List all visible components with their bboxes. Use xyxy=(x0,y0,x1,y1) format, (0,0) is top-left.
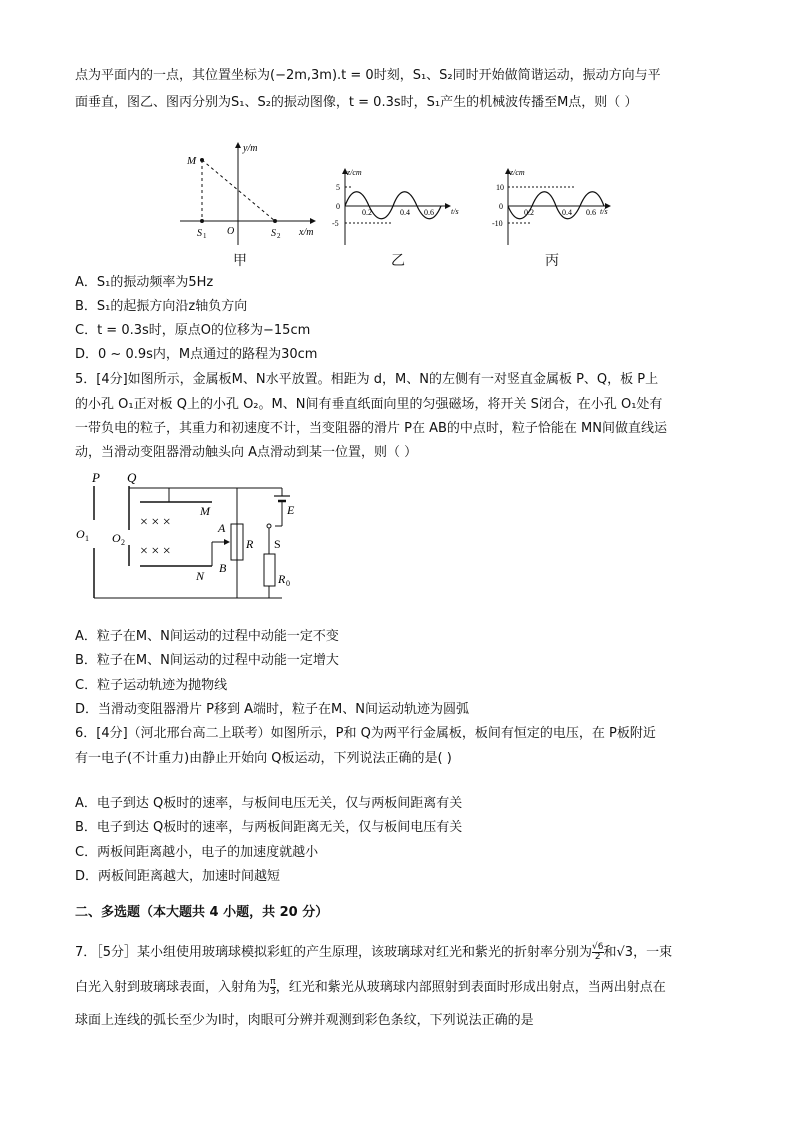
magnetic-field-cross-row1: × × × xyxy=(140,515,171,530)
q4-option-a: A．S₁的振动频率为5Hz xyxy=(75,275,214,290)
figure-caption-bing: 丙 xyxy=(545,253,559,269)
figure-yi xyxy=(330,165,490,250)
q4-stem-line1: 点为平面内的一点，其位置坐标为(−2m,3m).t = 0时刻，S₁、S₂同时开始做简谐运动，振动方向与平 xyxy=(75,68,661,83)
q4-option-d: D．0 ~ 0.9s内，M点通过的路程为30cm xyxy=(75,347,318,362)
label-B: B xyxy=(219,561,227,575)
q5-option-d: D．当滑动变阻器滑片 P移到 A端时，粒子在M、N间运动轨迹为圆弧 xyxy=(75,702,469,717)
label-M: M xyxy=(187,155,197,167)
q6-option-a: A．电子到达 Q板时的速率，与板间电压无关，仅与两板间距离有关 xyxy=(75,796,463,811)
q4-stem-line2: 面垂直，图乙、图丙分别为S₁、S₂的振动图像，t = 0.3s时，S₁产生的机械波传播至M点，则（ ） xyxy=(75,95,638,110)
yi-tick-neg5: -5 xyxy=(332,219,339,228)
q6-option-d: D．两板间距离越大，加速时间越短 xyxy=(75,869,281,884)
label-Q: Q xyxy=(127,470,137,485)
q5-option-b: B．粒子在M、N间运动的过程中动能一定增大 xyxy=(75,653,339,668)
q4-option-c: C．t = 0.3s时，原点O的位移为−15cm xyxy=(75,323,311,338)
label-R: R xyxy=(246,537,254,551)
origin-label: O xyxy=(227,226,235,237)
bing-tick-10: 10 xyxy=(496,183,504,192)
figure-bing xyxy=(490,165,650,250)
q6-stem-line1: 6．[4分]（河北邢台高二上联考）如图所示，P和 Q为两平行金属板，板间有恒定的电压，在 P板附近 xyxy=(75,726,656,741)
label-S1-sub: 1 xyxy=(203,232,207,240)
bing-tick-02: 0.2 xyxy=(524,208,534,217)
yi-tick-04: 0.4 xyxy=(400,208,410,217)
label-O1: O xyxy=(76,527,85,541)
yi-tick-5: 5 xyxy=(336,183,340,192)
label-R0: R xyxy=(278,572,286,586)
figure-caption-yi: 乙 xyxy=(391,253,405,269)
label-S: S xyxy=(274,537,281,551)
yi-tick-02: 0.2 xyxy=(362,208,372,217)
q6-stem-line2: 有一电子(不计重力)由静止开始向 Q板运动，下列说法正确的是( ) xyxy=(75,751,452,766)
yi-tick-0: 0 xyxy=(336,202,340,211)
figure-caption-jia: 甲 xyxy=(233,253,247,269)
label-O1-sub: 1 xyxy=(85,534,89,543)
q5-option-a: A．粒子在M、N间运动的过程中动能一定不变 xyxy=(75,629,339,644)
bing-y-label: z/cm xyxy=(510,168,525,177)
magnetic-field-cross-row2: × × × xyxy=(140,544,171,559)
fraction-sqrt6-over-2: $\frac{√6}{2}$ xyxy=(592,942,604,962)
yi-y-label: z/cm xyxy=(347,168,362,177)
q5-option-c: C．粒子运动轨迹为抛物线 xyxy=(75,678,228,693)
q7-line2-b: ，红光和紫光从玻璃球内部照射到表面时形成出射点，当两出射点在 xyxy=(275,980,666,995)
q7-stem-line3: 球面上连线的弧长至少为l时，肉眼可分辨并观测到彩色条纹，下列说法正确的是 xyxy=(75,1013,534,1028)
q7-stem-line2 xyxy=(75,978,666,998)
label-S2-sub: 2 xyxy=(277,232,281,240)
label-O2: O xyxy=(112,531,121,545)
x-axis-label: x/m xyxy=(299,227,314,238)
circuit-diagram xyxy=(72,468,312,608)
q5-stem-line2: 的小孔 O₁正对板 Q上的小孔 O₂。M、N间有垂直纸面向里的匀强磁场，将开关 S闭合，在小孔 O₁处有 xyxy=(75,397,663,412)
label-M: M xyxy=(200,504,210,518)
bing-tick-06: 0.6 xyxy=(586,208,596,217)
fraction-pi-over-3: $\frac{\pi}{3}$ xyxy=(270,977,276,997)
label-S1: S xyxy=(197,228,202,239)
label-O2-sub: 2 xyxy=(121,538,125,547)
label-E: E xyxy=(287,503,295,517)
bing-tick-neg10: -10 xyxy=(492,219,503,228)
bing-tick-04: 0.4 xyxy=(562,208,572,217)
q7-line1-b: 和√3，一束 xyxy=(603,945,673,960)
bing-x-label: t/s xyxy=(600,207,608,216)
q5-stem-line3: 一带负电的粒子，其重力和初速度不计，当变阻器的滑片 P在 AB的中点时，粒子恰能在 MN间做直线运 xyxy=(75,421,667,436)
q7-line2-a: 白光入射到玻璃球表面，入射角为 xyxy=(75,980,271,995)
q5-stem-line1: 5．[4分]如图所示，金属板M、N水平放置。相距为 d，M、N的左侧有一对竖直金属板 P、Q，板 P上 xyxy=(75,372,659,387)
yi-x-label: t/s xyxy=(451,207,459,216)
q4-option-b: B．S₁的起振方向沿z轴负方向 xyxy=(75,299,248,314)
label-S2: S xyxy=(271,228,276,239)
label-N: N xyxy=(196,569,205,583)
label-R0-sub: 0 xyxy=(286,579,290,588)
q6-option-b: B．电子到达 Q板时的速率，与两板间距离无关，仅与板间电压有关 xyxy=(75,820,463,835)
figure-jia xyxy=(175,135,330,250)
q5-stem-line4: 动，当滑动变阻器滑动触头向 A点滑动到某一位置，则（ ） xyxy=(75,445,418,460)
q7-stem-line1 xyxy=(75,943,672,963)
label-A: A xyxy=(218,521,226,535)
q6-option-c: C．两板间距离越小，电子的加速度就越小 xyxy=(75,845,319,860)
q7-line1-a: 7．［5分］某小组使用玻璃球模拟彩虹的产生原理，该玻璃球对红光和紫光的折射率分别为 xyxy=(75,945,593,960)
bing-tick-0: 0 xyxy=(499,202,503,211)
yi-tick-06: 0.6 xyxy=(424,208,434,217)
section-header-multiple-choice: 二、多选题（本大题共 4 小题，共 20 分） xyxy=(75,905,329,920)
label-P: P xyxy=(92,470,100,485)
y-axis-label: y/m xyxy=(243,143,258,154)
